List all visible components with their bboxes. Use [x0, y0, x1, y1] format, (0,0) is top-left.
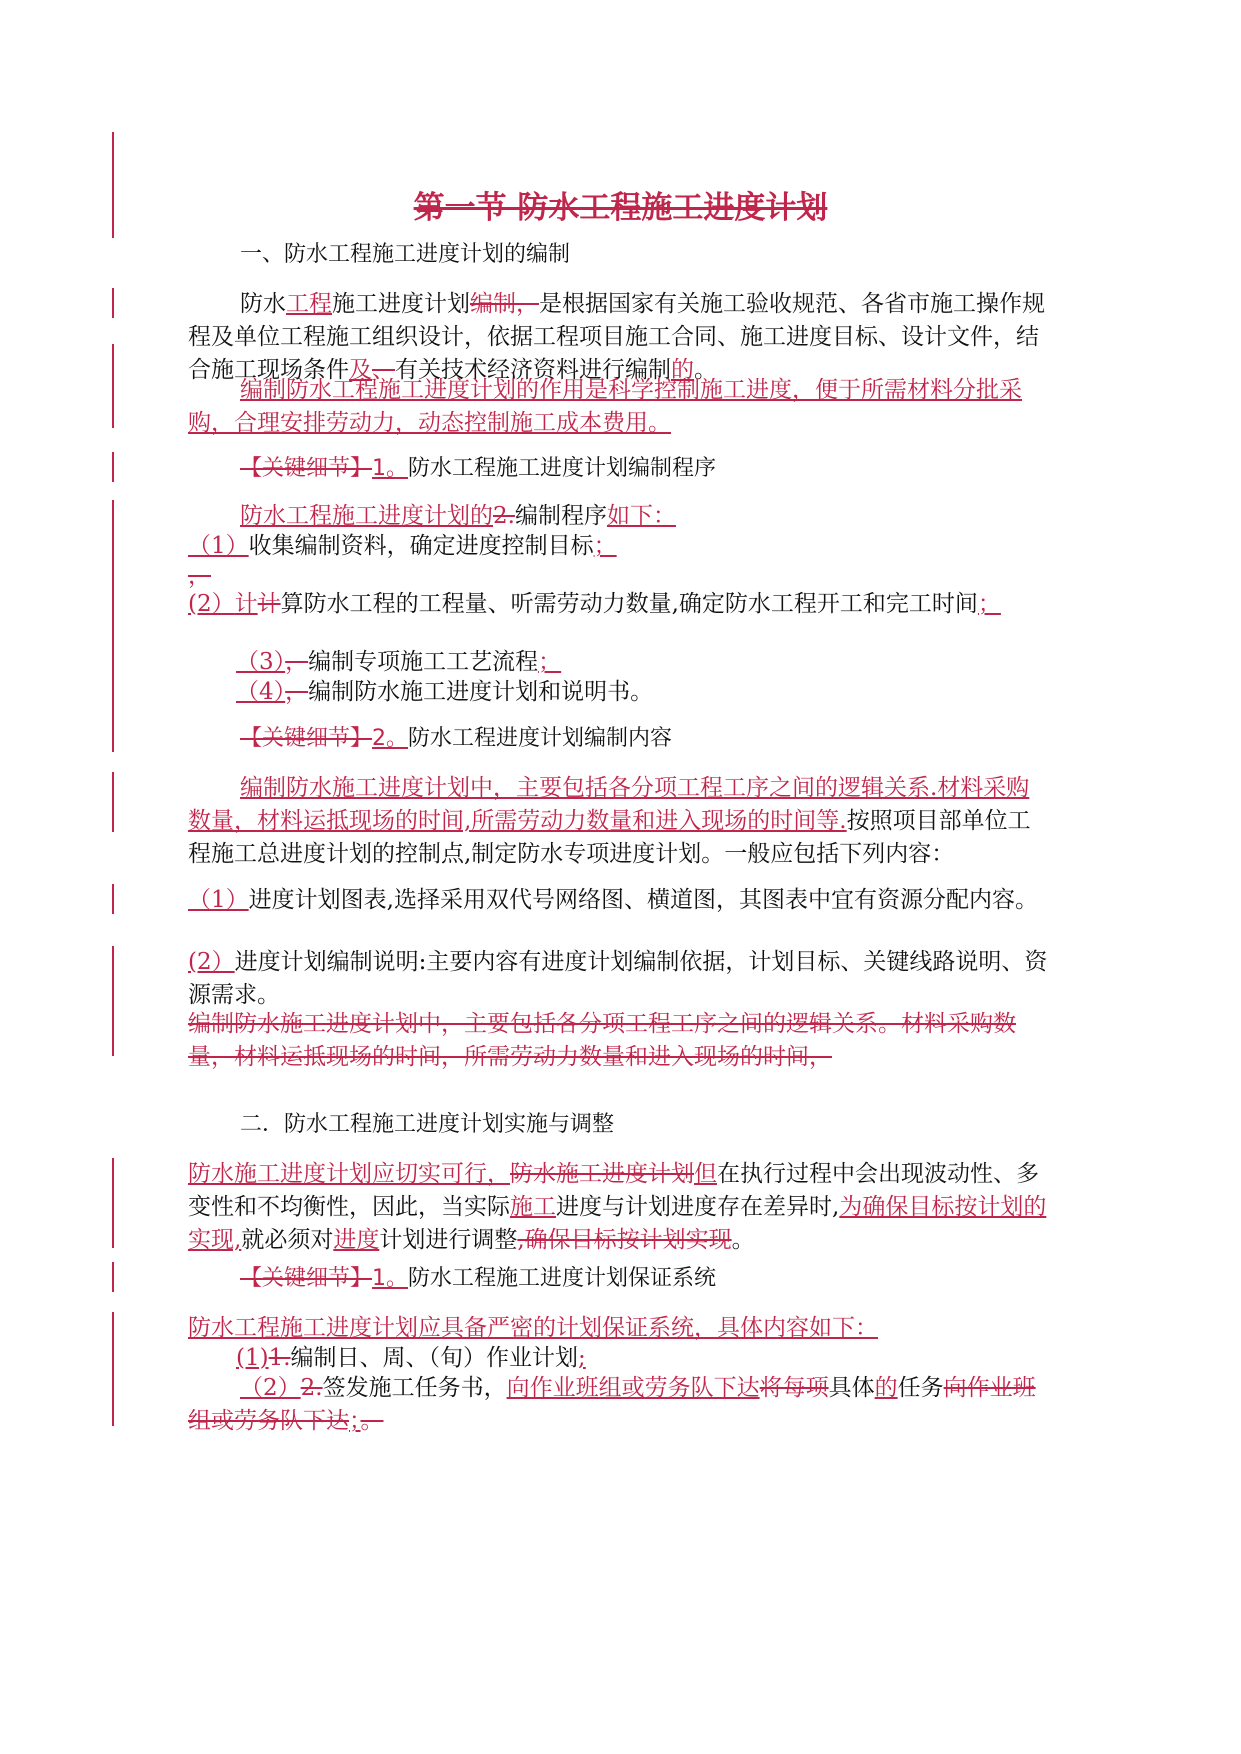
inserted-text: 如下： [606, 503, 676, 529]
inserted-text: 计 [234, 591, 258, 617]
key-detail-heading-2 [240, 722, 1100, 755]
text-run: 收集编制资料，确定进度控制目标 [248, 533, 594, 559]
deleted-text: 2. [300, 1375, 323, 1401]
inserted-text: 1。 [372, 456, 409, 481]
deleted-text: 。 [360, 1408, 384, 1434]
list-item-guarantee-2 [188, 1372, 1048, 1438]
heading-text: 防水工程施工进度计划编制程序 [408, 456, 717, 481]
change-bar [112, 344, 114, 428]
deleted-text: 【关键细节】 [240, 456, 373, 481]
text-run: 进度计划图表,选择采用双代号网络图、横道图，其图表中宜有资源分配内容。 [248, 887, 1038, 913]
deleted-text: ， [285, 649, 309, 675]
inserted-text: 防水施工进度计划应切实可行， [188, 1161, 510, 1187]
inserted-text: 及 [349, 357, 372, 383]
change-bar [112, 884, 114, 914]
text-run: 在执行过程中会出现波动性、多变性和不均衡性，因此，当实际 [188, 1161, 1039, 1220]
text-run: 有关技术经济资料进行编制 [395, 357, 671, 383]
paragraph-guarantee-intro: 防水工程施工进度计划应具备严密的计划保证系统，具体内容如下： [188, 1315, 878, 1341]
text-run: 就必须对 [241, 1227, 334, 1253]
text-run: 签发施工任务书， [322, 1375, 507, 1401]
deleted-text: ， [188, 563, 211, 589]
inserted-text: 2。 [372, 726, 409, 751]
inserted-text: (2） [188, 591, 235, 617]
deleted-text: 计 [257, 591, 281, 617]
change-bar [112, 452, 114, 482]
inserted-text: （2） [240, 1375, 301, 1401]
inserted-text: ; [578, 1345, 586, 1371]
text-run: 。 [694, 357, 717, 383]
paragraph-content [188, 772, 1048, 871]
deleted-text: 【关键细节】 [240, 726, 373, 751]
inserted-text: 的 [671, 357, 694, 383]
paragraph-adjustment [188, 1158, 1048, 1257]
text-run: 防水 [240, 291, 286, 317]
inserted-text: （1） [188, 887, 249, 913]
deleted-text: 、 [372, 357, 395, 383]
text-run: 按照项目部单位工程施工总进度计划的控制点,制定防水专项进度计划。一般应包括下列内容： [188, 808, 1031, 867]
inserted-text: 但 [694, 1161, 717, 1187]
inserted-text: 向作业班组或劳务队下达 [506, 1375, 760, 1401]
inserted-text: ； [538, 649, 562, 675]
change-bar [112, 772, 114, 832]
text-run: 进度与计划进度存在差异时, [556, 1194, 840, 1220]
change-bar [112, 1158, 114, 1248]
inserted-text: 进度 [333, 1227, 380, 1253]
deleted-text: 1. [268, 1345, 291, 1371]
inserted-text: 的 [874, 1375, 898, 1401]
text-run: 编制日、周、（旬）作业计划 [290, 1345, 579, 1371]
text-run: 编制专项施工工艺流程 [308, 649, 539, 675]
inserted-text: (1) [236, 1345, 269, 1371]
change-bar [112, 946, 114, 1056]
list-item-content-2 [188, 946, 1048, 1012]
inserted-text: 为确保目标按计划的实现, [188, 1194, 1047, 1253]
deleted-text: 向作业班组或劳务队下达 [188, 1375, 1036, 1434]
inserted-text: 防水工程施工进度计划的 [240, 503, 493, 529]
deleted-text: 将每项 [759, 1375, 829, 1401]
list-item-procedure-4 [236, 676, 1096, 709]
deleted-text: 2. [493, 503, 515, 529]
paragraph-basis [188, 288, 1048, 387]
inserted-text: 工程 [286, 291, 332, 317]
heading-text: 防水工程进度计划编制内容 [408, 726, 673, 751]
paragraph-procedure-intro [188, 500, 1048, 533]
text-run: 具体 [828, 1375, 875, 1401]
section-heading-2: 二．防水工程施工进度计划实施与调整 [240, 1112, 615, 1137]
text-run: 任务 [897, 1375, 944, 1401]
deleted-text: 【关键细节】 [240, 1266, 373, 1291]
change-bar [112, 500, 114, 726]
text-run: 编制防水施工进度计划和说明书。 [308, 679, 654, 705]
inserted-text: ； [977, 591, 1001, 617]
inserted-text: ； [593, 533, 617, 559]
change-bar [112, 1312, 114, 1426]
inserted-text: ； [349, 1408, 361, 1434]
key-detail-heading-3 [240, 1262, 1100, 1295]
deleted-text: 防水施工进度计划 [510, 1161, 694, 1187]
key-detail-heading-1 [240, 452, 1100, 485]
deleted-text: ,确保目标按计划实现 [517, 1227, 732, 1253]
deleted-text: 编制， [470, 291, 539, 317]
inserted-text: (2） [188, 949, 235, 975]
page-title: 第一节 防水工程施工进度计划 [413, 190, 828, 226]
text-run: 。 [731, 1227, 755, 1253]
inserted-text: （3） [236, 649, 286, 675]
paragraph-purpose: 编制防水工程施工进度计划的作用是科学控制施工进度，便于所需材料分批采购，合理安排劳动力，动态控制施工成本费用。 [188, 377, 1022, 436]
inserted-text: 编制防水施工进度计划中，主要包括各分项工程工序之间的逻辑关系.材料采购数量，材料运抵现场的时间,所需劳动力数量和进入现场的时间等. [188, 775, 1030, 834]
change-bar [112, 1262, 114, 1292]
list-item-guarantee-1 [236, 1342, 1048, 1375]
deleted-text: ， [285, 679, 309, 705]
change-bar [112, 722, 114, 752]
list-item-procedure-3 [236, 646, 1096, 679]
inserted-text: 1。 [372, 1266, 409, 1291]
text-run: 是根据国家有关施工验收规范、各省市施工操作规程及单位工程施工组织设计，依据工程项目施工合同、施工进度目标、设计文件，结合施工现场条件 [188, 291, 1045, 383]
heading-text: 防水工程施工进度计划保证系统 [408, 1266, 717, 1291]
inserted-text: （4） [236, 679, 286, 705]
list-item-procedure-1 [188, 530, 1048, 563]
list-item-procedure-2 [188, 588, 1048, 621]
inserted-text: （1） [188, 533, 249, 559]
inserted-text: 施工 [510, 1194, 556, 1220]
text-run: 算防水工程的工程量、听需劳动力数量,确定防水工程开工和完工时间 [280, 591, 978, 617]
text-run: 进度计划编制说明:主要内容有进度计划编制依据，计划目标、关键线路说明、资源需求。 [188, 949, 1048, 1008]
change-bar [112, 288, 114, 318]
deleted-paragraph: 编制防水施工进度计划中，主要包括各分项工程工序之间的逻辑关系。材料采购数量，材料运抵现场的时间，所需劳动力数量和进入现场的时间， [188, 1011, 1016, 1070]
list-item-content-1 [188, 884, 1048, 917]
text-run: 编制程序 [514, 503, 607, 529]
text-run: 计划进行调整 [379, 1227, 518, 1253]
text-run: 施工进度计划 [332, 291, 470, 317]
section-heading-1: 一、防水工程施工进度计划的编制 [240, 242, 571, 267]
